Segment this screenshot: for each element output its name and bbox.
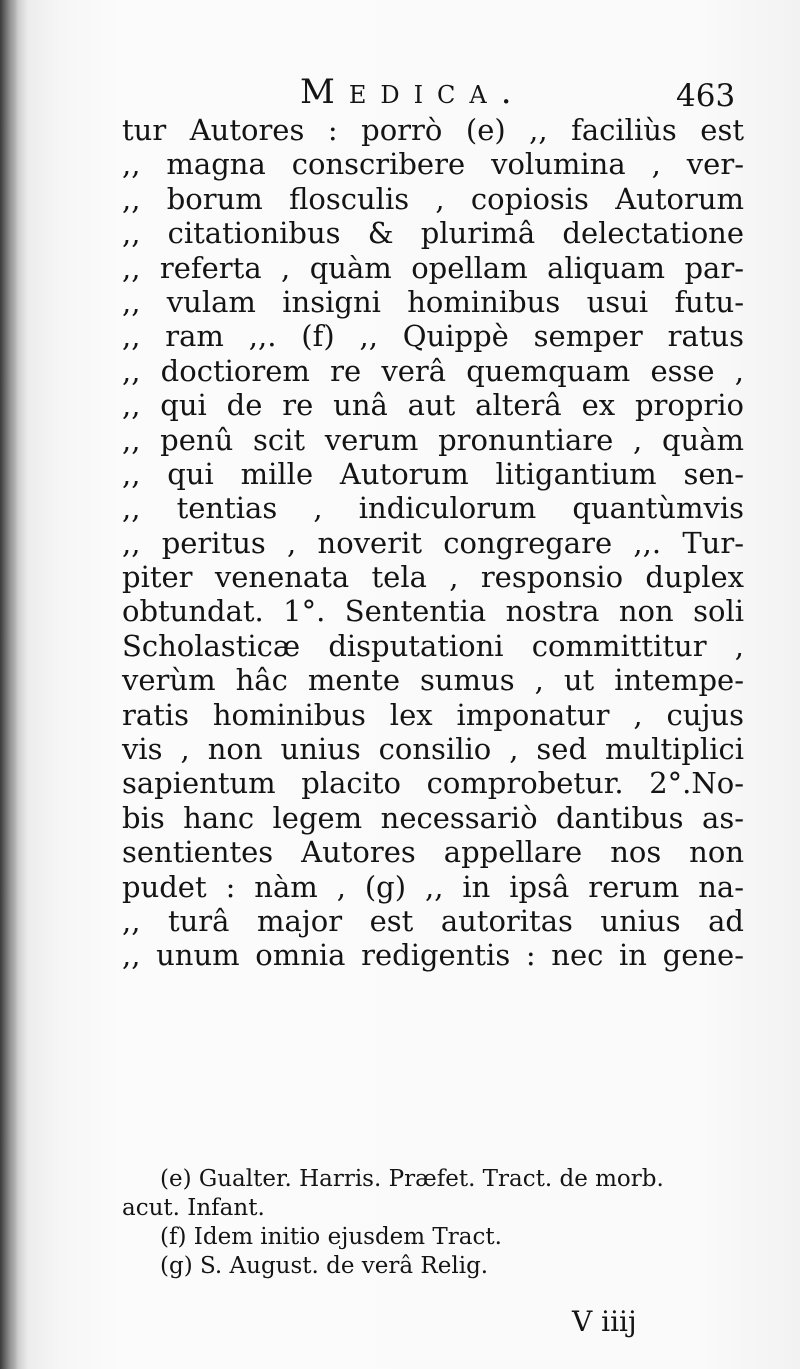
footnote-g: (g) S. August. de verâ Relig. — [160, 1253, 489, 1279]
footnote-e: (e) Gualter. Harris. Præfet. Tract. de morb. — [160, 1166, 664, 1192]
text-line: tur Autores : porrò (e) ,, faciliùs est — [122, 113, 744, 147]
text-line: ,, referta , quàm opellam aliquam par- — [122, 250, 744, 285]
text-line: ,, citationibus & plurimâ delectatione — [122, 216, 744, 251]
footnotes — [122, 1165, 746, 1281]
signature-mark: V iiij — [572, 1305, 637, 1338]
running-head: Medica. — [300, 72, 526, 112]
text-line: Scholasticæ disputationi committitur , — [122, 628, 744, 663]
text-line: pudet : nàm , (g) ,, in ipsâ rerum na- — [122, 869, 744, 904]
footnote-e-continued: acut. Infant. — [122, 1195, 265, 1221]
page-number: 463 — [676, 78, 736, 114]
text-line: bis hanc legem necessariò dantibus as- — [122, 800, 744, 835]
text-line: ,, vulam insigni hominibus usui futu- — [122, 284, 744, 319]
text-line: obtundat. 1°. Sententia nostra non soli — [122, 594, 744, 629]
text-line: ,, qui de re unâ aut alterâ ex proprio — [122, 388, 744, 423]
text-line: ,, magna conscribere volumina , ver- — [122, 147, 744, 182]
text-line: ,, tentias , indiculorum quantùmvis — [122, 491, 744, 526]
text-line: verùm hâc mente sumus , ut intempe- — [122, 663, 744, 698]
text-line: sapientum placito comprobetur. 2°.No- — [122, 766, 744, 801]
text-line: ,, doctiorem re verâ quemquam esse , — [122, 353, 744, 388]
text-line: ,, qui mille Autorum litigantium sen- — [122, 456, 744, 491]
text-line: ,, ram ,,. (f) ,, Quippè semper ratus — [122, 319, 744, 354]
text-line: ,, penû scit verum pronuntiare , quàm — [122, 422, 744, 457]
text-line: vis , non unius consilio , sed multiplici — [122, 732, 744, 767]
text-line: ,, turâ major est autoritas unius ad — [122, 903, 744, 938]
text-line: sentientes Autores appellare nos non — [122, 835, 744, 870]
text-line: ratis hominibus lex imponatur , cujus — [122, 697, 744, 732]
body-text — [122, 113, 744, 973]
text-line: piter venenata tela , responsio duplex — [122, 560, 744, 595]
binding-shadow — [0, 0, 18, 1369]
text-line: ,, borum flosculis , copiosis Autorum — [122, 181, 744, 216]
footnote-f: (f) Idem initio ejusdem Tract. — [160, 1224, 502, 1250]
text-line: ,, peritus , noverit congregare ,,. Tur- — [122, 525, 744, 560]
text-line: ,, unum omnia redigentis : nec in gene- — [122, 938, 744, 973]
